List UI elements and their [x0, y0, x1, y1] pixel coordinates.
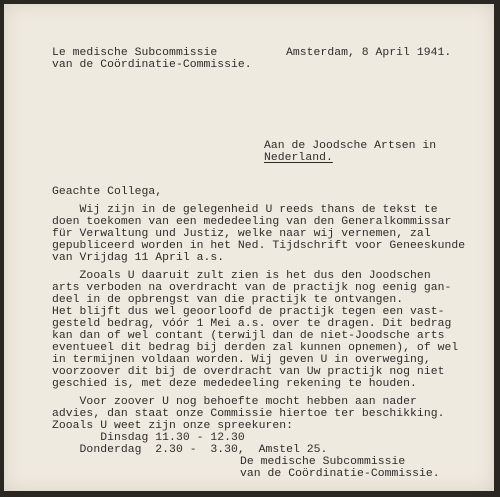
- place-date: Amsterdam, 8 April 1941.: [286, 47, 452, 59]
- paragraph-2-line: voorzoover dit bij de overdracht van Uw practijk nog niet: [52, 366, 445, 378]
- paragraph-3-line: advies, dan staat onze Commissie hiertoe ter beschikking.: [52, 408, 445, 420]
- paragraph-2-line: Het blijft dus wel geoorloofd de practijk tegen een vast-: [52, 306, 445, 318]
- paragraph-1-line: doen toekomen van een mededeeling van den Generalkommissar: [52, 216, 452, 228]
- addressee-line-2: Nederland.: [264, 152, 333, 164]
- paragraph-1-line: für Verwaltung und Justiz, welke naar wij vernemen, zal: [52, 228, 431, 240]
- paragraph-2-line: gesteld bedrag, vóór 1 Mei a.s. over te dragen. Dit bedrag: [52, 318, 452, 330]
- office-hours-tuesday: Dinsdag 11.30 - 12.30: [52, 432, 245, 444]
- paragraph-2-line: kan dan of wel contant (terwijl dan de niet-Joodsche arts: [52, 330, 445, 342]
- letter-page: [4, 4, 494, 491]
- salutation: Geachte Collega,: [52, 186, 163, 198]
- paragraph-2-line: deel in de opbrengst van die practijk te ontvangen.: [52, 294, 404, 306]
- paragraph-1-line: Wij zijn in de gelegenheid U reeds thans de tekst te: [52, 204, 438, 216]
- sender-line-1: Le medische Subcommissie: [52, 47, 218, 59]
- paragraph-3-line: Voor zoover U nog behoefte mocht hebben aan nader: [52, 396, 417, 408]
- paragraph-2-line: eventueel dit bedrag bij derden zal kunnen opnemen), of wel: [52, 342, 459, 354]
- addressee-line-1: Aan de Joodsche Artsen in: [264, 140, 437, 152]
- paragraph-3-line: Zooals U weet zijn onze spreekuren:: [52, 420, 293, 432]
- office-hours-thursday: Donderdag 2.30 - 3.30, Amstel 25.: [52, 444, 328, 456]
- paragraph-2-line: Zooals U daaruit zult zien is het dus den Joodschen: [52, 270, 431, 282]
- paragraph-2-line: arts verboden na overdracht van de practijk nog eenig gan-: [52, 282, 452, 294]
- sender-line-2: van de Coördinatie-Commissie.: [52, 59, 252, 71]
- closing-line-1: De medische Subcommissie: [240, 456, 406, 468]
- paragraph-1-line: van Vrijdag 11 April a.s.: [52, 252, 225, 264]
- paragraph-1-line: gepubliceerd worden in het Ned. Tijdschrift voor Geneeskunde: [52, 240, 466, 252]
- paragraph-2-line: in termijnen voldaan worden. Wij geven U in overweging,: [52, 354, 431, 366]
- closing-line-2: van de Coördinatie-Commissie.: [240, 468, 440, 480]
- paragraph-2-line: geschied is, met deze mededeeling rekening te houden.: [52, 378, 417, 390]
